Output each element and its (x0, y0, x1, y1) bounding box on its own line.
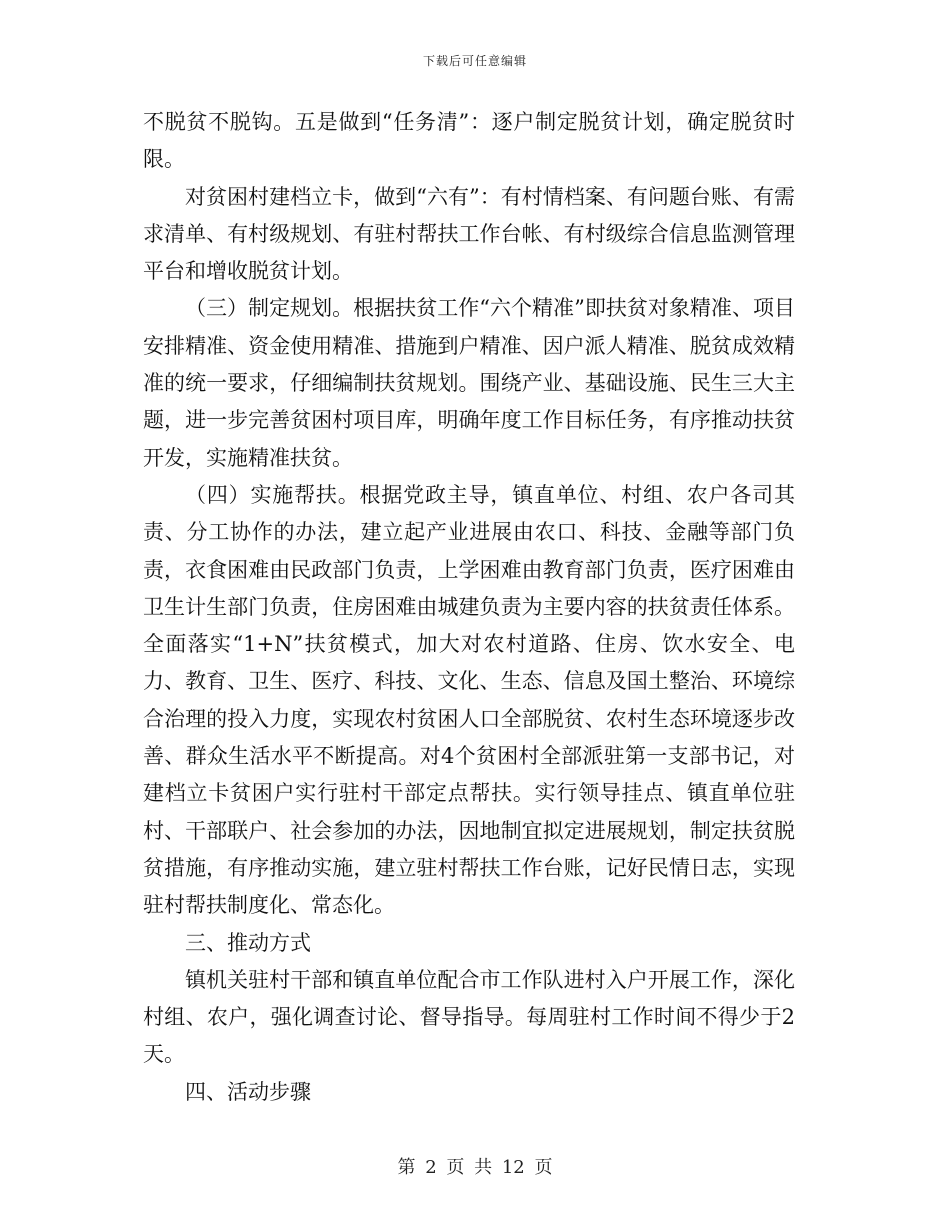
section-heading-4: 四、活动步骤 (185, 1079, 311, 1104)
page-header: 下载后可任意编辑 (422, 54, 527, 68)
paragraph-3: （三）制定规划。根据扶贫工作“六个精准”即扶贫对象精准、项目安排精准、资金使用精准、措施到户精准、因户派人精准、脱贫成效精准的统一要求，仔细编制扶贫规划。围绕产业、基础设施、民生三大主题，进一步完善贫困村项目库，明确年度工作目标任务，有序推动扶贫开发，实施精准扶贫。 (143, 296, 795, 470)
paragraph-1: 不脱贫不脱钩。五是做到“任务清”：逐户制定脱贫计划，确定脱贫时限。 (143, 110, 795, 172)
paragraph-2: 对贫困村建档立卡，做到“六有”：有村情档案、有问题台账、有需求清单、有村级规划、有驻村帮扶工作台帐、有村级综合信息监测管理平台和增收脱贫计划。 (143, 184, 795, 284)
paragraph-5: 镇机关驻村干部和镇直单位配合市工作队进村入户开展工作，深化村组、农户，强化调查讨论、督导指导。每周驻村工作时间不得少于2天。 (143, 967, 795, 1067)
page-number-footer: 第 2 页 共 12 页 (397, 1157, 553, 1178)
paragraph-4: （四）实施帮扶。根据党政主导，镇直单位、村组、农户各司其责、分工协作的办法，建立起产业进展由农口、科技、金融等部门负责，衣食困难由民政部门负责，上学困难由教育部门负责，医疗困难由卫生计生部门负责，住房困难由城建负责为主要内容的扶贫责任体系。全面落实“1+N”扶贫模式，加大对农村道路、住房、饮水安全、电力、教育、卫生、医疗、科技、文化、生态、信息及国土整治、环境综合治理的投入力度，实现农村贫困人口全部脱贫、农村生态环境逐步改善、群众生活水平不断提高。对4个贫困村全部派驻第一支部书记，对建档立卡贫困户实行驻村干部定点帮扶。实行领导挂点、镇直单位驻村、干部联户、社会参加的办法，因地制宜拟定进展规划，制定扶贫脱贫措施，有序推动实施，建立驻村帮扶工作台账，记好民情日志，实现驻村帮扶制度化、常态化。 (143, 482, 795, 918)
document-body (143, 104, 795, 1111)
section-heading-3: 三、推动方式 (185, 930, 311, 955)
